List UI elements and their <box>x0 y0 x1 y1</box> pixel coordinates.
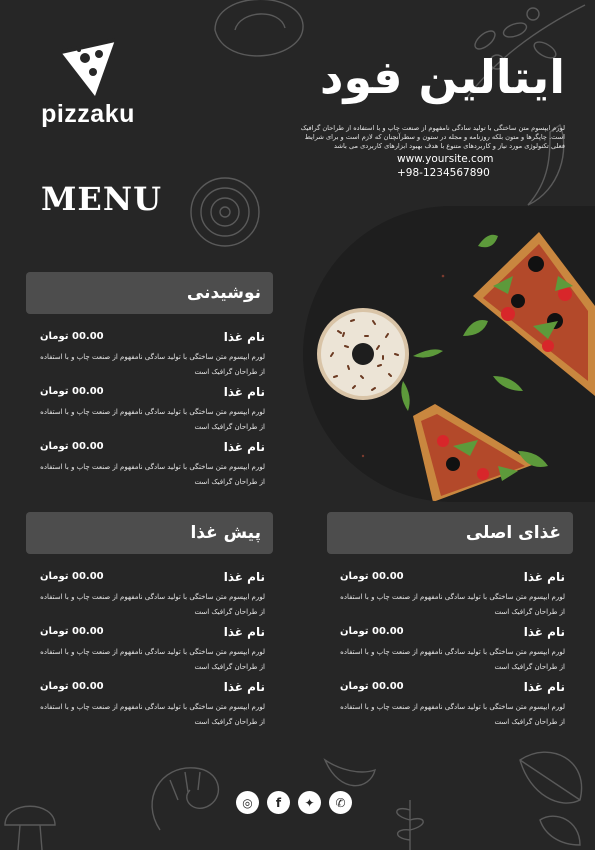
menu-item[interactable] <box>340 680 565 735</box>
twitter-icon[interactable]: ✦ <box>298 791 321 814</box>
instagram-icon[interactable]: ◎ <box>236 791 259 814</box>
shrimp-doodle-icon <box>140 760 240 850</box>
item-description: لورم ایپسوم متن ساختگی با تولید سادگی نامفهوم از صنعت چاپ و با استفاده از طراحان گرافیک است <box>40 648 265 671</box>
item-description: لورم ایپسوم متن ساختگی با تولید سادگی نامفهوم از صنعت چاپ و با استفاده از طراحان گرافیک است <box>40 703 265 726</box>
item-price: 00.00 تومان <box>340 571 404 582</box>
social-links <box>236 791 352 814</box>
pizza-slice-bottom <box>413 404 535 502</box>
menu-item[interactable] <box>40 625 265 680</box>
pizza-slice-icon <box>57 38 119 98</box>
item-description: لورم ایپسوم متن ساختگی با تولید سادگی نامفهوم از صنعت چاپ و با استفاده از طراحان گرافیک است <box>40 593 265 616</box>
item-price: 00.00 تومان <box>340 626 404 637</box>
item-name: نام غذا <box>223 385 265 399</box>
pizza-slice-top <box>473 232 595 396</box>
appetizer-item-list <box>40 570 265 735</box>
item-description: لورم ایپسوم متن ساختگی با تولید سادگی نامفهوم از صنعت چاپ و با استفاده از طراحان گرافیک است <box>40 353 265 376</box>
item-price: 00.00 تومان <box>40 571 104 582</box>
menu-heading: MENU <box>41 180 162 218</box>
garlic-doodle-icon <box>320 750 380 795</box>
item-description: لورم ایپسوم متن ساختگی با تولید سادگی نامفهوم از صنعت چاپ و با استفاده از طراحان گرافیک است <box>340 593 565 616</box>
contact-info <box>397 152 493 180</box>
section-bar-drinks: نوشیدنی <box>26 272 273 314</box>
item-name: نام غذا <box>523 570 565 584</box>
menu-item[interactable] <box>340 625 565 680</box>
item-name: نام غذا <box>223 570 265 584</box>
menu-item[interactable] <box>40 330 265 385</box>
onion-slice-doodle-icon <box>185 172 265 252</box>
brand-name: pizzaku <box>41 100 135 128</box>
menu-item[interactable] <box>40 385 265 440</box>
website-link[interactable]: www.yoursite.com <box>397 153 494 165</box>
facebook-icon[interactable]: f <box>267 791 290 814</box>
item-name: نام غذا <box>223 330 265 344</box>
donut <box>317 308 409 400</box>
menu-item[interactable] <box>40 440 265 495</box>
whatsapp-icon[interactable]: ✆ <box>329 791 352 814</box>
item-name: نام غذا <box>523 625 565 639</box>
item-price: 00.00 تومان <box>40 681 104 692</box>
item-name: نام غذا <box>523 680 565 694</box>
item-description: لورم ایپسوم متن ساختگی با تولید سادگی نامفهوم از صنعت چاپ و با استفاده از طراحان گرافیک است <box>40 463 265 486</box>
phone-number: +98-1234567890 <box>397 167 490 179</box>
herb-sprig-doodle-icon <box>380 790 440 850</box>
page-title: ایتالین فود <box>319 50 565 104</box>
item-name: نام غذا <box>223 625 265 639</box>
menu-item[interactable] <box>40 680 265 735</box>
item-description: لورم ایپسوم متن ساختگی با تولید سادگی نامفهوم از صنعت چاپ و با استفاده از طراحان گرافیک است <box>40 408 265 431</box>
item-price: 00.00 تومان <box>340 681 404 692</box>
item-name: نام غذا <box>223 680 265 694</box>
mushroom-doodle-icon <box>0 795 60 850</box>
item-price: 00.00 تومان <box>40 331 104 342</box>
food-photo <box>303 206 595 502</box>
item-description: لورم ایپسوم متن ساختگی با تولید سادگی نامفهوم از صنعت چاپ و با استفاده از طراحان گرافیک است <box>340 648 565 671</box>
item-name: نام غذا <box>223 440 265 454</box>
item-description: لورم ایپسوم متن ساختگی با تولید سادگی نامفهوم از صنعت چاپ و با استفاده از طراحان گرافیک است <box>340 703 565 726</box>
intro-description: لورم ایپسوم متن ساختگی با تولید سادگی نامفهوم از صنعت چاپ و با استفاده از طراحان گرافیک است. چاپگرها و متون بلکه روزنامه و مجله در ستون و سطرآنچنان که لازم است و برای شرایط فعلی تکنولوژی مورد نیاز و کاربردهای متنوع با هدف بهبود ابزارهای کاربردی می باشد <box>300 124 565 151</box>
menu-item[interactable] <box>340 570 565 625</box>
egg-doodle-icon <box>205 0 315 70</box>
section-bar-appetizer: پیش غذا <box>26 512 273 554</box>
basil-doodle-icon <box>510 740 595 850</box>
main-course-item-list <box>340 570 565 735</box>
item-price: 00.00 تومان <box>40 386 104 397</box>
menu-item[interactable] <box>40 570 265 625</box>
drinks-item-list <box>40 330 265 495</box>
item-price: 00.00 تومان <box>40 626 104 637</box>
item-price: 00.00 تومان <box>40 441 104 452</box>
brand-logo <box>38 38 138 129</box>
section-bar-main-course: غذای اصلی <box>327 512 573 554</box>
